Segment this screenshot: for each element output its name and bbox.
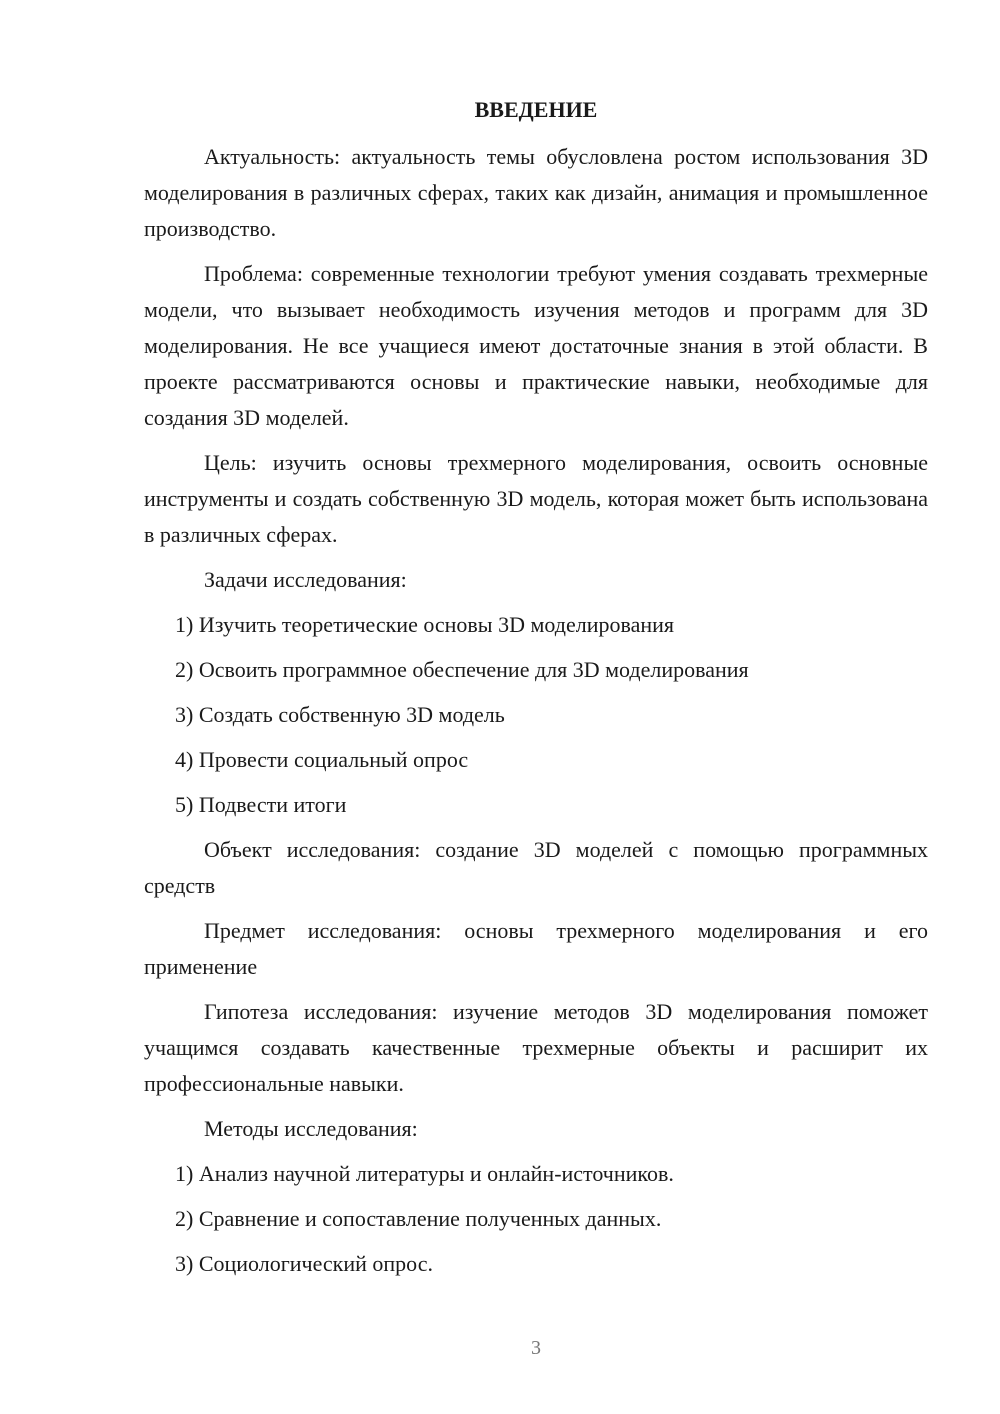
subject-paragraph: Предмет исследования: основы трехмерного моделирования и его применение bbox=[144, 918, 928, 979]
goal-paragraph: Цель: изучить основы трехмерного моделирования, освоить основные инструменты и создать собственную 3D модель, которая может быть использована в различных сферах. bbox=[144, 450, 928, 547]
object-paragraph: Объект исследования: создание 3D моделей с помощью программных средств bbox=[144, 837, 928, 898]
relevance-paragraph: Актуальность: актуальность темы обусловлена ростом использования 3D моделирования в различных сферах, таких как дизайн, анимация и промышленное производство. bbox=[144, 144, 928, 241]
page-content bbox=[144, 95, 928, 1291]
tasks-label: Задачи исследования: bbox=[204, 567, 407, 592]
section-title: ВВЕДЕНИЕ bbox=[474, 97, 598, 122]
list-item: 1) Анализ научной литературы и онлайн-источников. bbox=[175, 1161, 674, 1186]
list-item: 2) Сравнение и сопоставление полученных данных. bbox=[175, 1206, 662, 1231]
tasks-list bbox=[144, 607, 928, 823]
page-number: 3 bbox=[531, 1337, 541, 1359]
list-item: 4) Провести социальный опрос bbox=[175, 747, 469, 772]
list-item: 3) Социологический опрос. bbox=[175, 1251, 433, 1276]
list-item: 2) Освоить программное обеспечение для 3D моделирования bbox=[175, 657, 749, 682]
list-item: 5) Подвести итоги bbox=[175, 792, 347, 817]
methods-label: Методы исследования: bbox=[204, 1116, 418, 1141]
problem-paragraph: Проблема: современные технологии требуют умения создавать трехмерные модели, что вызывает необходимость изучения методов и программ для 3D моделирования. Не все учащиеся имеют достаточные знания в этой области. В проекте рассматриваются основы и практические навыки, необходимые для создания 3D моделей. bbox=[144, 261, 928, 430]
methods-list bbox=[144, 1156, 928, 1282]
list-item: 1) Изучить теоретические основы 3D моделирования bbox=[175, 612, 674, 637]
list-item: 3) Создать собственную 3D модель bbox=[175, 702, 505, 727]
hypothesis-paragraph: Гипотеза исследования: изучение методов 3D моделирования поможет учащимся создавать качественные трехмерные объекты и расширит их профессиональные навыки. bbox=[144, 999, 928, 1096]
